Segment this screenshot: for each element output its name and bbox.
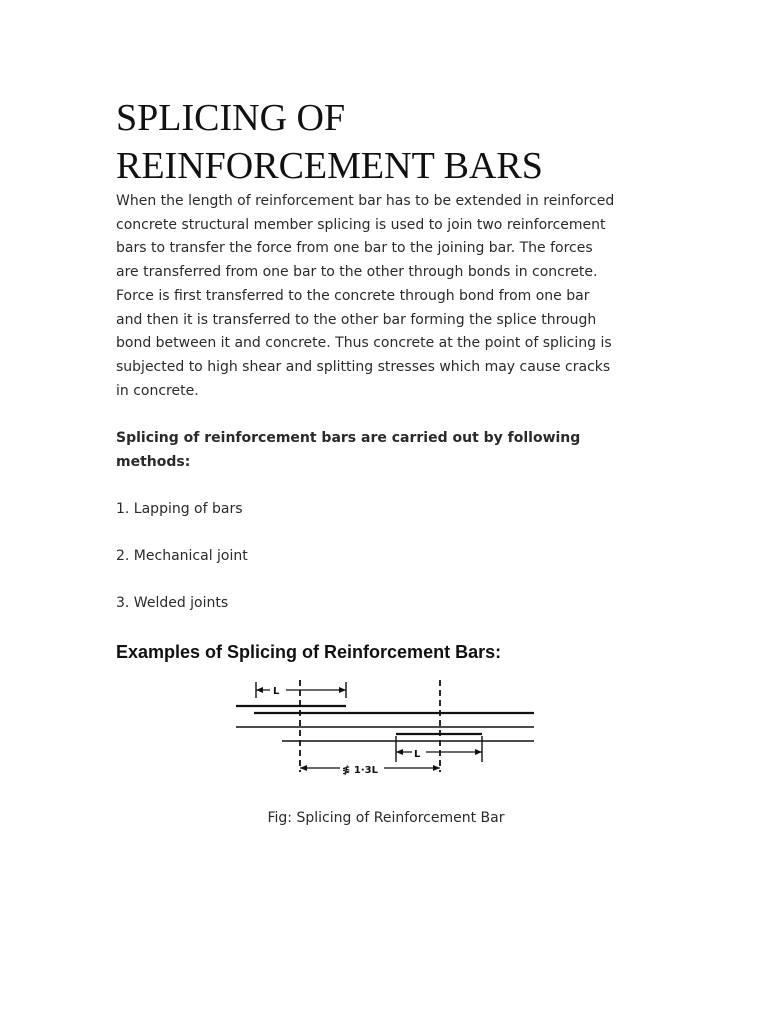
paragraph-line: in concrete. [116, 382, 199, 399]
method-item-welded: 3. Welded joints [116, 595, 229, 611]
dim-bottom-arrow-left [396, 749, 403, 755]
paragraph-line: bars to transfer the force from one bar to the joining bar. The forces [116, 240, 593, 257]
paragraph-line: concrete structural member splicing is used to join two reinforcement [116, 216, 606, 233]
figure-caption: Fig: Splicing of Reinforcement Bar [267, 810, 505, 826]
method-item-mechanical: 2. Mechanical joint [116, 548, 248, 564]
dim-label-bottom-L: L [414, 749, 421, 760]
paragraph-line: bond between it and concrete. Thus concrete at the point of splicing is [116, 335, 612, 352]
splicing-diagram [236, 676, 540, 788]
dim-top-arrow-left [256, 687, 263, 693]
intro-paragraph [116, 190, 656, 403]
paragraph-line: subjected to high shear and splitting stresses which may cause cracks [116, 358, 611, 375]
paragraph-line: and then it is transferred to the other bar forming the splice through [116, 311, 597, 328]
dim-label-13L: ≸ 1·3L [342, 765, 378, 776]
dim-bottom-arrow-right [475, 749, 482, 755]
dim-top-arrow-right [339, 687, 346, 693]
dim-label-top-L: L [273, 686, 280, 697]
paragraph-line: When the length of reinforcement bar has to be extended in reinforced [116, 193, 615, 209]
document-title [116, 94, 656, 190]
methods-intro [116, 426, 636, 474]
methods-intro-line-1: Splicing of reinforcement bars are carried out by following [116, 430, 581, 446]
examples-heading: Examples of Splicing of Reinforcement Bars: [116, 642, 502, 662]
paragraph-line: Force is first transferred to the concrete through bond from one bar [116, 287, 590, 304]
methods-intro-line-2: methods: [116, 454, 191, 470]
dim-13L-arrow-left [300, 765, 307, 771]
title-line-1: SPLICING OF [116, 97, 346, 139]
title-line-2: REINFORCEMENT BARS [116, 145, 543, 187]
paragraph-line: are transferred from one bar to the other through bonds in concrete. [116, 264, 598, 281]
method-item-lapping: 1. Lapping of bars [116, 501, 243, 517]
dim-13L-arrow-right [433, 765, 440, 771]
